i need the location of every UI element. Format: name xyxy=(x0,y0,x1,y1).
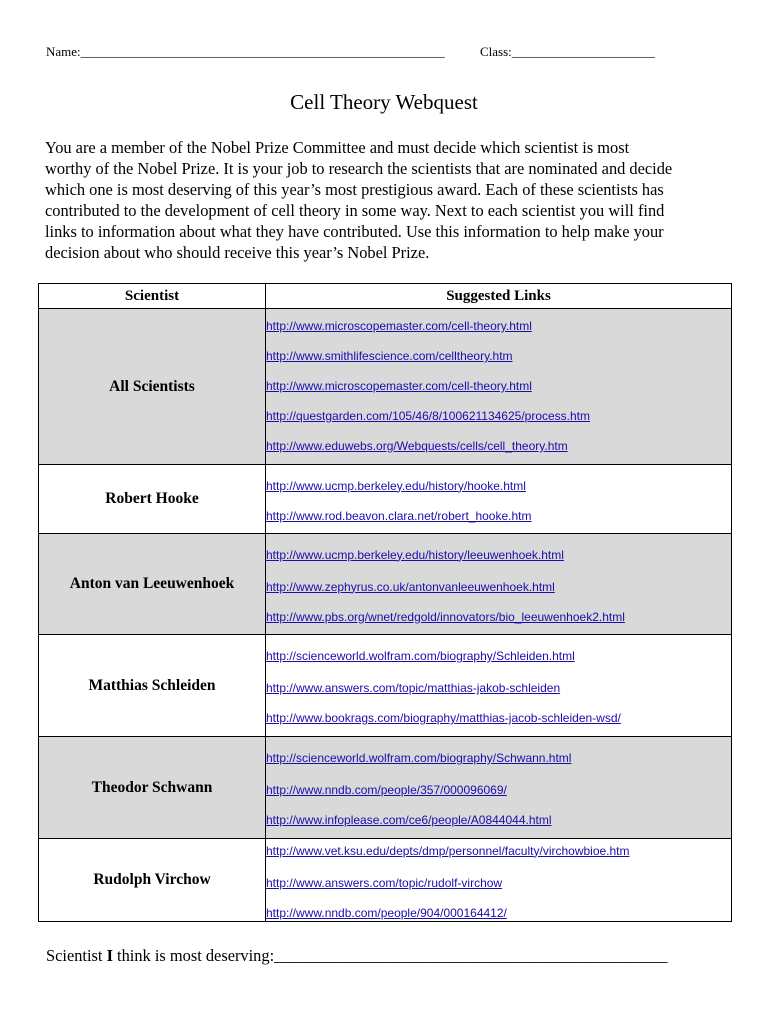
answer-emphasis: I xyxy=(106,946,113,965)
scientist-name: All Scientists xyxy=(39,309,266,465)
answer-suffix: think is most deserving: xyxy=(112,946,275,965)
link[interactable]: http://www.rod.beavon.clara.net/robert_hooke.htm xyxy=(266,508,532,523)
table-row xyxy=(39,534,732,635)
scientist-name: Anton van Leeuwenhoek xyxy=(39,534,266,635)
link[interactable]: http://www.pbs.org/wnet/redgold/innovators/bio_leeuwenhoek2.html xyxy=(266,609,625,624)
table-row xyxy=(39,737,732,839)
intro-line: worthy of the Nobel Prize. It is your job to research the scientists that are nominated and decide xyxy=(45,159,673,178)
page-title: Cell Theory Webquest xyxy=(290,90,478,114)
link[interactable]: http://www.answers.com/topic/rudolf-virchow xyxy=(266,875,503,890)
table-row xyxy=(39,635,732,737)
links-cell xyxy=(266,534,732,635)
link[interactable]: http://www.zephyrus.co.uk/antonvanleeuwenhoek.html xyxy=(266,579,555,594)
link[interactable]: http://www.bookrags.com/biography/matthias-jacob-schleiden-wsd/ xyxy=(266,711,621,725)
links-cell xyxy=(266,465,732,534)
class-field[interactable]: ______________________ xyxy=(511,44,655,59)
scientist-name: Robert Hooke xyxy=(39,465,266,534)
intro-line: decision about who should receive this year’s Nobel Prize. xyxy=(45,243,430,262)
scientist-name: Rudolph Virchow xyxy=(39,839,266,922)
table-row xyxy=(39,309,732,465)
link[interactable]: http://scienceworld.wolfram.com/biography/Schleiden.html xyxy=(266,649,575,663)
header-fields xyxy=(46,44,726,60)
link[interactable]: http://www.answers.com/topic/matthias-jakob-schleiden xyxy=(266,681,561,695)
link[interactable]: http://www.smithlifescience.com/celltheory.htm xyxy=(266,349,513,363)
column-header-scientist: Scientist xyxy=(39,284,266,309)
name-field[interactable]: ________________________________________________________ xyxy=(80,44,445,59)
link[interactable]: http://www.nndb.com/people/904/000164412/ xyxy=(266,905,507,920)
link[interactable]: http://www.ucmp.berkeley.edu/history/leeuwenhoek.html xyxy=(266,547,564,562)
intro-line: links to information about what they have contributed. Use this information to help make your xyxy=(45,222,664,241)
link[interactable]: http://www.eduwebs.org/Webquests/cells/cell_theory.htm xyxy=(266,439,568,453)
link[interactable]: http://questgarden.com/105/46/8/100621134625/process.htm xyxy=(266,409,591,423)
link[interactable]: http://www.vet.ksu.edu/depts/dmp/personnel/faculty/virchowbioe.htm xyxy=(266,843,630,858)
link[interactable]: http://www.ucmp.berkeley.edu/history/hooke.html xyxy=(266,478,526,493)
links-cell xyxy=(266,737,732,839)
intro-line: which one is most deserving of this year’s most prestigious award. Each of these scientists has xyxy=(45,180,664,199)
answer-field[interactable]: ________________________________________________ xyxy=(274,946,668,965)
intro-line: contributed to the development of cell theory in some way. Next to each scientist you will find xyxy=(45,201,665,220)
link[interactable]: http://www.microscopemaster.com/cell-theory.html xyxy=(266,319,532,333)
scientist-name: Matthias Schleiden xyxy=(39,635,266,737)
intro-paragraph xyxy=(45,137,745,263)
links-cell xyxy=(266,635,732,737)
link[interactable]: http://www.infoplease.com/ce6/people/A0844044.html xyxy=(266,813,552,827)
links-cell xyxy=(266,309,732,465)
link[interactable]: http://www.microscopemaster.com/cell-theory.html xyxy=(266,379,532,393)
column-header-links: Suggested Links xyxy=(266,284,732,309)
class-label: Class: xyxy=(480,44,512,59)
link[interactable]: http://scienceworld.wolfram.com/biography/Schwann.html xyxy=(266,751,572,765)
table-row xyxy=(39,839,732,922)
links-cell xyxy=(266,839,732,922)
intro-line: You are a member of the Nobel Prize Committee and must decide which scientist is most xyxy=(45,138,630,157)
table-row xyxy=(39,465,732,534)
scientist-name: Theodor Schwann xyxy=(39,737,266,839)
answer-prefix: Scientist xyxy=(46,946,107,965)
scientists-table xyxy=(38,283,732,922)
answer-line xyxy=(46,946,668,966)
table-header-row xyxy=(39,284,732,309)
name-label: Name: xyxy=(46,44,81,59)
link[interactable]: http://www.nndb.com/people/357/000096069/ xyxy=(266,783,507,797)
class-field-group xyxy=(480,44,655,60)
